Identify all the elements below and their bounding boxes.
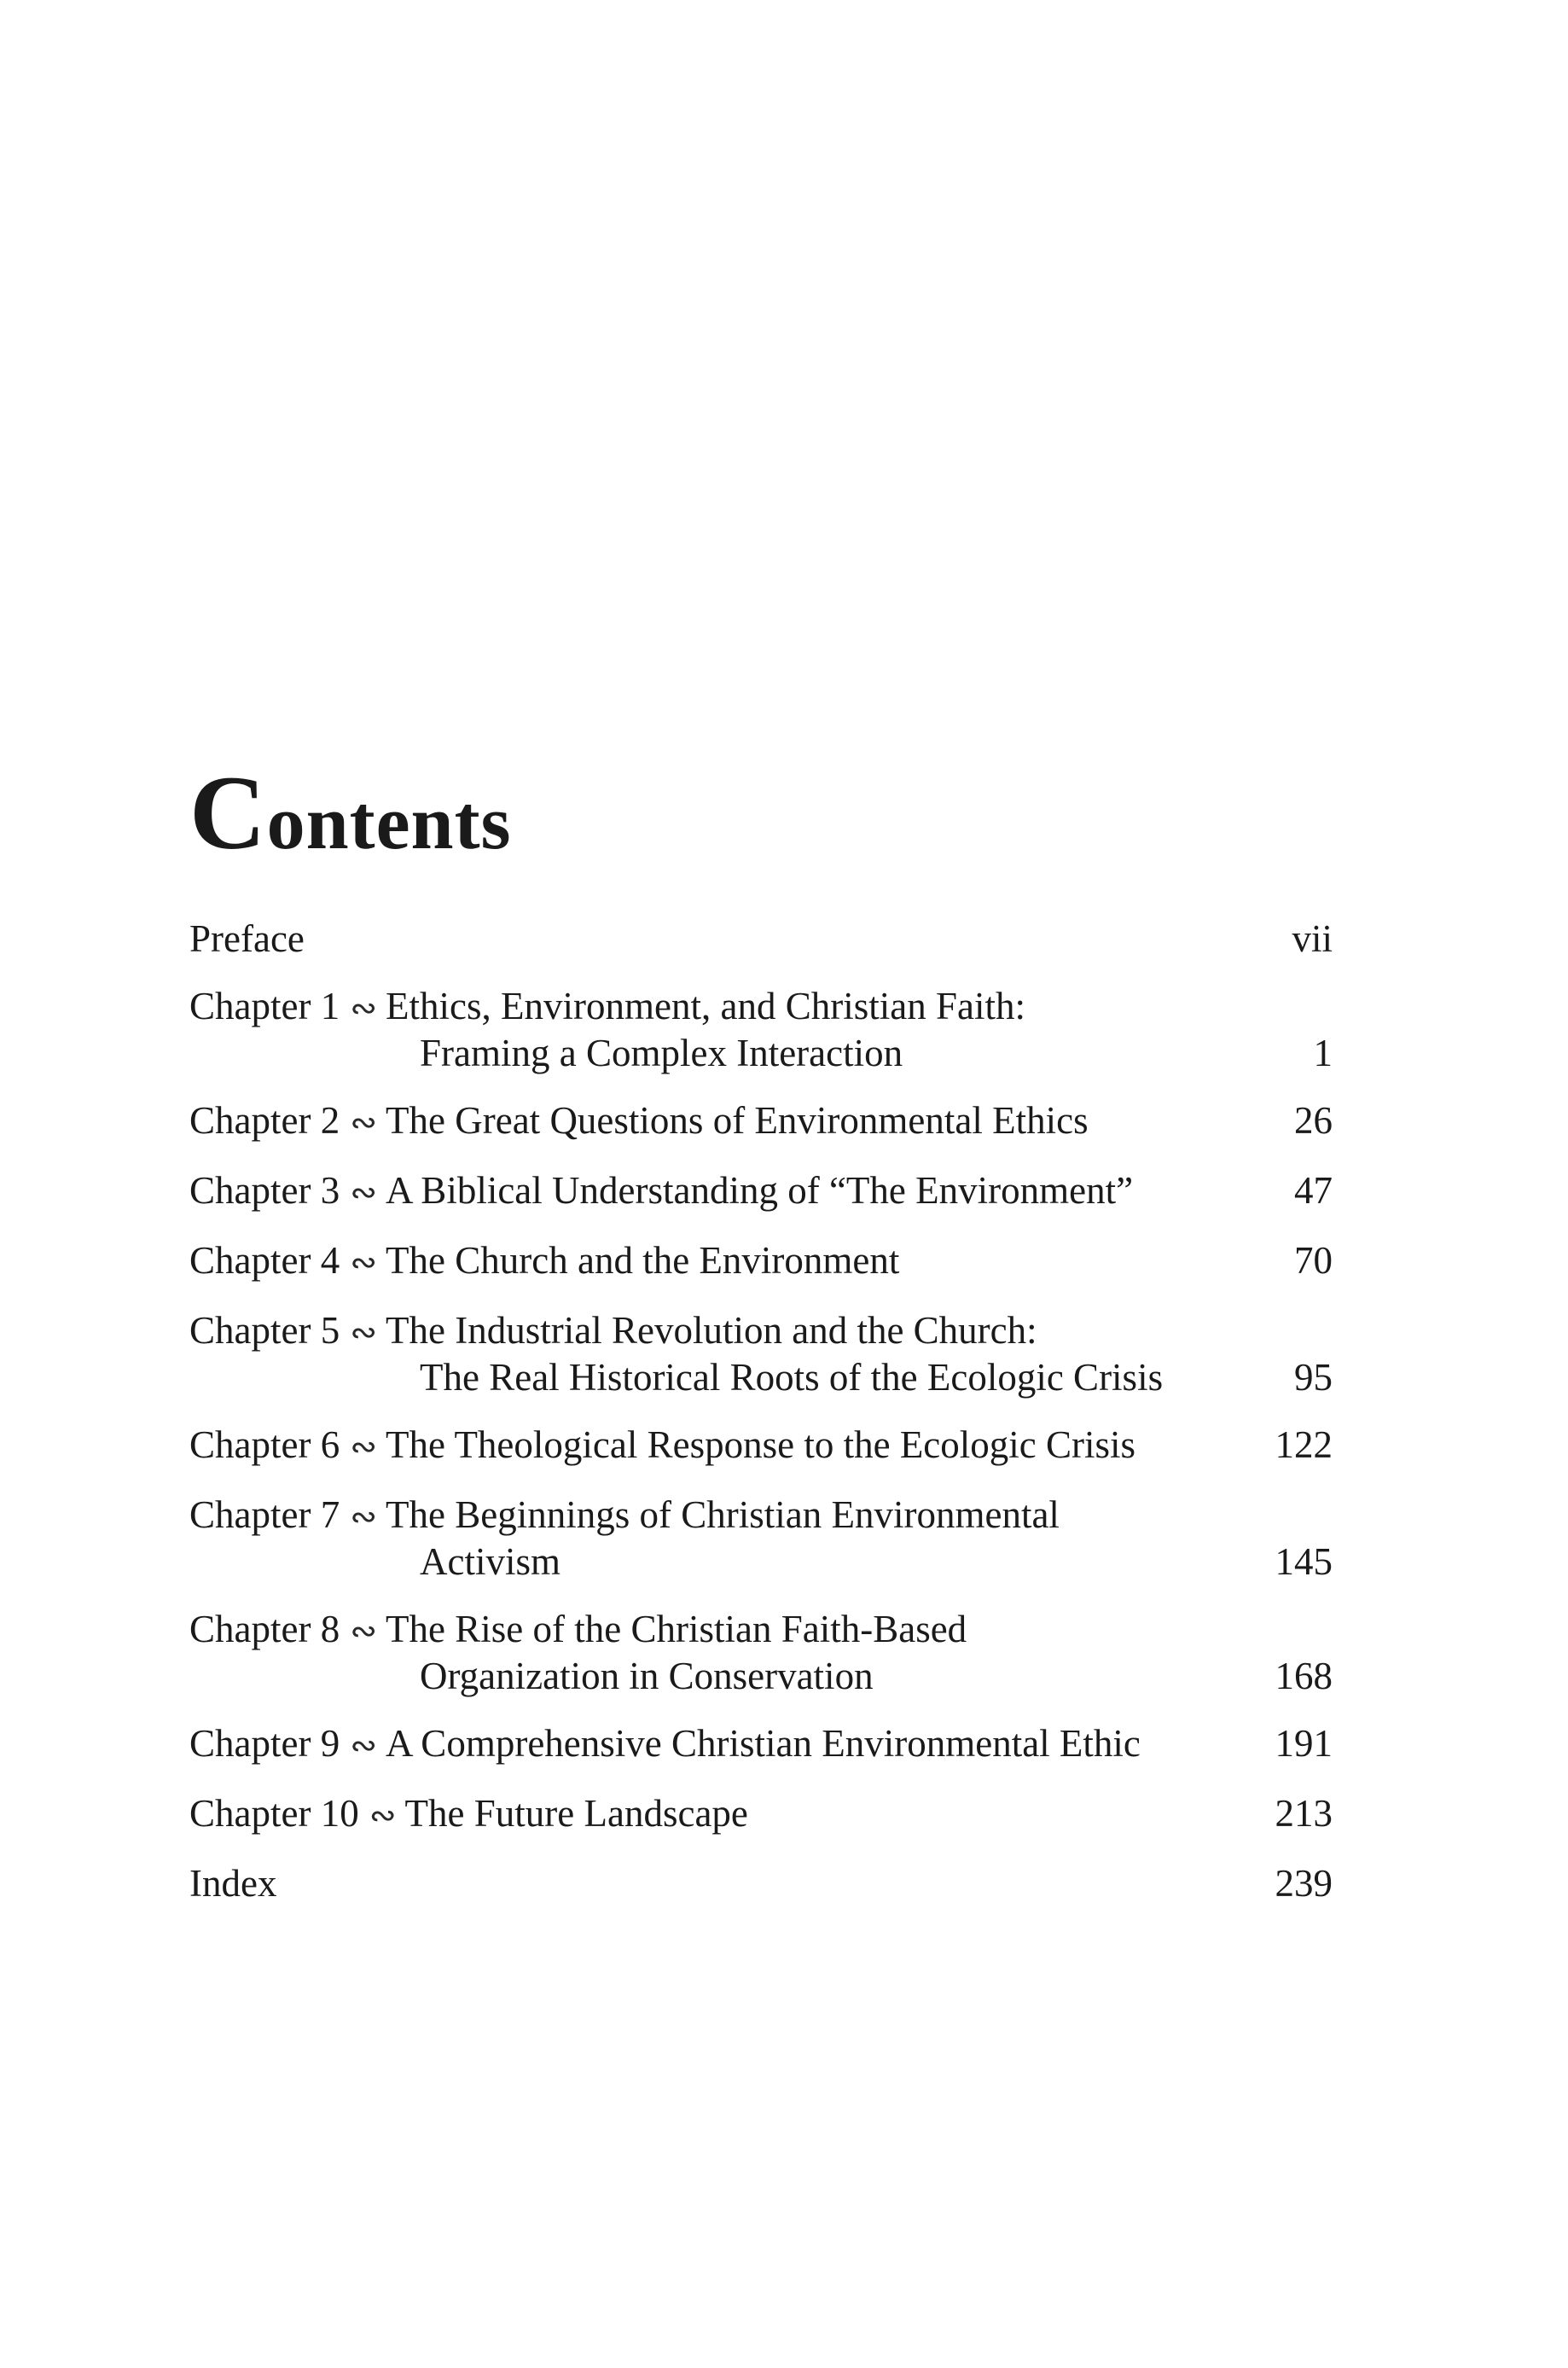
page-number: 145: [1275, 1540, 1333, 1583]
page-number: 239: [1275, 1862, 1333, 1905]
entry-title: A Comprehensive Christian Environmental Ethic: [386, 1722, 1141, 1765]
entry-title-continued: Framing a Complex Interaction: [420, 1032, 903, 1074]
entry-label: Chapter 7: [189, 1493, 340, 1536]
page-number: 168: [1275, 1655, 1333, 1697]
entry-title: A Biblical Understanding of “The Environment”: [386, 1169, 1134, 1212]
toc-entry-preface[interactable]: [189, 916, 1333, 961]
table-of-contents: [189, 916, 1333, 1905]
page-number: 26: [1294, 1099, 1333, 1142]
ornament-icon: ∾: [350, 1614, 378, 1649]
ornament-icon: ∾: [350, 1499, 378, 1535]
entry-title: The Theological Response to the Ecologic Crisis: [386, 1423, 1136, 1466]
toc-entry-index[interactable]: [189, 1861, 1333, 1905]
entry-label: Chapter 6: [189, 1423, 340, 1466]
toc-entry-chapter-10[interactable]: [189, 1791, 1333, 1838]
toc-entry-chapter-2[interactable]: [189, 1098, 1333, 1145]
entry-title-continued: The Real Historical Roots of the Ecologic Crisis: [420, 1356, 1164, 1399]
entry-label: Chapter 1: [189, 985, 340, 1027]
ornament-icon: ∾: [350, 991, 378, 1027]
toc-entry-chapter-1[interactable]: [189, 984, 1333, 1075]
entry-title-continued: Activism: [420, 1540, 560, 1583]
entry-label: Preface: [189, 917, 305, 960]
ornament-icon: ∾: [350, 1175, 378, 1211]
toc-entry-chapter-3[interactable]: [189, 1168, 1333, 1215]
entry-title: The Great Questions of Environmental Ethics: [386, 1099, 1089, 1142]
ornament-icon: ∾: [350, 1315, 378, 1351]
page-number: 191: [1275, 1722, 1333, 1765]
entry-title: Ethics, Environment, and Christian Faith:: [386, 985, 1025, 1027]
page-number: 70: [1294, 1239, 1333, 1282]
entry-title-continued: Organization in Conservation: [420, 1655, 874, 1697]
page-title: [189, 754, 512, 872]
page-number: 122: [1275, 1423, 1333, 1466]
ornament-icon: ∾: [350, 1105, 378, 1141]
toc-entry-chapter-9[interactable]: [189, 1721, 1333, 1768]
ornament-icon: ∾: [350, 1728, 378, 1764]
entry-title: The Church and the Environment: [386, 1239, 900, 1282]
title-rest: ontents: [266, 781, 512, 866]
ornament-icon: ∾: [369, 1798, 397, 1834]
entry-label: Chapter 2: [189, 1099, 340, 1142]
ornament-icon: ∾: [350, 1429, 378, 1465]
page-number: 213: [1275, 1792, 1333, 1835]
entry-label: Chapter 9: [189, 1722, 340, 1765]
toc-entry-chapter-4[interactable]: [189, 1238, 1333, 1285]
title-initial: C: [189, 754, 267, 872]
toc-entry-chapter-7[interactable]: [189, 1492, 1333, 1584]
page-number: 1: [1313, 1032, 1333, 1074]
entry-label: Chapter 4: [189, 1239, 340, 1282]
entry-label: Chapter 5: [189, 1309, 340, 1352]
entry-title: The Industrial Revolution and the Church:: [386, 1309, 1037, 1352]
entry-title: The Beginnings of Christian Environmental: [386, 1493, 1060, 1536]
toc-entry-chapter-5[interactable]: [189, 1308, 1333, 1399]
toc-entry-chapter-6[interactable]: [189, 1423, 1333, 1469]
page-number: 95: [1294, 1356, 1333, 1399]
entry-label: Chapter 8: [189, 1608, 340, 1650]
page-number: vii: [1292, 917, 1333, 960]
entry-title: The Future Landscape: [404, 1792, 748, 1835]
entry-label: Chapter 10: [189, 1792, 359, 1835]
ornament-icon: ∾: [350, 1245, 378, 1281]
page-number: 47: [1294, 1169, 1333, 1212]
entry-label: Chapter 3: [189, 1169, 340, 1212]
toc-entry-chapter-8[interactable]: [189, 1607, 1333, 1698]
entry-label: Index: [189, 1862, 277, 1905]
entry-title: The Rise of the Christian Faith-Based: [386, 1608, 967, 1650]
